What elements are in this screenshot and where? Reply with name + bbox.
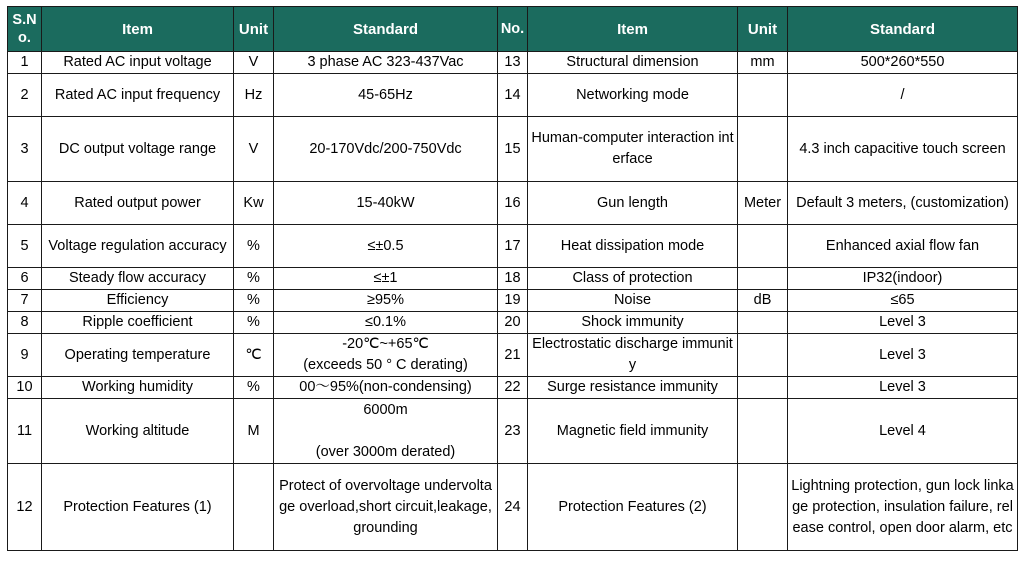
row-unit: ℃ <box>234 334 274 377</box>
row-unit: % <box>234 312 274 334</box>
row-no-right: 18 <box>498 268 528 290</box>
row-item-right: Surge resistance immunity <box>528 377 738 399</box>
row-unit-right <box>738 74 788 117</box>
table-row <box>8 52 1018 74</box>
header-unit: Unit <box>234 7 274 52</box>
row-no: 8 <box>8 312 42 334</box>
row-no-right: 14 <box>498 74 528 117</box>
row-no: 2 <box>8 74 42 117</box>
row-standard-right: 4.3 inch capacitive touch screen <box>788 117 1018 182</box>
row-standard: 15-40kW <box>274 182 498 225</box>
row-unit-right: Meter <box>738 182 788 225</box>
table-row <box>8 399 1018 464</box>
row-unit-right <box>738 268 788 290</box>
row-no: 3 <box>8 117 42 182</box>
row-standard-right: Default 3 meters, (customization) <box>788 182 1018 225</box>
row-item-right: Heat dissipation mode <box>528 225 738 268</box>
row-unit <box>234 464 274 551</box>
table-row <box>8 74 1018 117</box>
row-unit: V <box>234 117 274 182</box>
standard-line-1: 6000m <box>363 401 408 418</box>
row-no-right: 16 <box>498 182 528 225</box>
header-standard-right: Standard <box>788 7 1018 52</box>
row-standard-right: Enhanced axial flow fan <box>788 225 1018 268</box>
table-row <box>8 464 1018 551</box>
row-unit-right <box>738 225 788 268</box>
row-no: 4 <box>8 182 42 225</box>
header-standard: Standard <box>274 7 498 52</box>
row-no: 7 <box>8 290 42 312</box>
row-item-right: Shock immunity <box>528 312 738 334</box>
row-no: 6 <box>8 268 42 290</box>
row-no: 12 <box>8 464 42 551</box>
table-row <box>8 290 1018 312</box>
header-item-right: Item <box>528 7 738 52</box>
row-unit-right: mm <box>738 52 788 74</box>
row-unit: M <box>234 399 274 464</box>
header-unit-right: Unit <box>738 7 788 52</box>
row-no: 10 <box>8 377 42 399</box>
row-no: 9 <box>8 334 42 377</box>
row-item: Operating temperature <box>42 334 234 377</box>
row-unit: % <box>234 377 274 399</box>
header-sno: S.No. <box>8 7 42 52</box>
row-standard: Protect of overvoltage undervoltage overload,short circuit,leakage, grounding <box>274 464 498 551</box>
row-standard-right: Level 3 <box>788 312 1018 334</box>
row-unit-right <box>738 377 788 399</box>
row-standard-right: IP32(indoor) <box>788 268 1018 290</box>
row-item-right: Electrostatic discharge immunity <box>528 334 738 377</box>
row-no-right: 17 <box>498 225 528 268</box>
row-item: Working altitude <box>42 399 234 464</box>
row-item: Steady flow accuracy <box>42 268 234 290</box>
row-unit-right <box>738 399 788 464</box>
row-unit: Hz <box>234 74 274 117</box>
row-item: Rated AC input frequency <box>42 74 234 117</box>
table-row <box>8 312 1018 334</box>
row-item: Voltage regulation accuracy <box>42 225 234 268</box>
table-row <box>8 334 1018 377</box>
table-row <box>8 377 1018 399</box>
row-item: Rated output power <box>42 182 234 225</box>
row-standard: 45-65Hz <box>274 74 498 117</box>
row-item: Rated AC input voltage <box>42 52 234 74</box>
row-standard: 00～95%(non-condensing) <box>274 377 498 399</box>
standard-line-1: -20℃~+65℃ <box>342 336 429 352</box>
row-unit-right <box>738 312 788 334</box>
row-standard: ≤±0.5 <box>274 225 498 268</box>
row-standard <box>274 334 498 377</box>
row-unit: % <box>234 268 274 290</box>
row-item: Working humidity <box>42 377 234 399</box>
row-standard: ≤±1 <box>274 268 498 290</box>
row-item: Efficiency <box>42 290 234 312</box>
row-standard: ≤0.1% <box>274 312 498 334</box>
row-standard-right: Level 3 <box>788 377 1018 399</box>
row-unit: V <box>234 52 274 74</box>
row-item-right: Magnetic field immunity <box>528 399 738 464</box>
row-unit-right: dB <box>738 290 788 312</box>
row-no-right: 20 <box>498 312 528 334</box>
header-item: Item <box>42 7 234 52</box>
spec-table <box>7 6 1018 551</box>
row-standard-right: 500*260*550 <box>788 52 1018 74</box>
row-no-right: 24 <box>498 464 528 551</box>
row-unit-right <box>738 334 788 377</box>
row-standard-right: Level 3 <box>788 334 1018 377</box>
row-standard-right: ≤65 <box>788 290 1018 312</box>
row-standard: 20-170Vdc/200-750Vdc <box>274 117 498 182</box>
row-item: Protection Features (1) <box>42 464 234 551</box>
standard-line-2: (exceeds 50 ° C derating) <box>303 357 468 373</box>
row-standard: 3 phase AC 323-437Vac <box>274 52 498 74</box>
row-no-right: 13 <box>498 52 528 74</box>
row-unit: % <box>234 290 274 312</box>
row-standard-right: Level 4 <box>788 399 1018 464</box>
row-no-right: 19 <box>498 290 528 312</box>
header-row <box>8 7 1018 52</box>
row-standard-right: / <box>788 74 1018 117</box>
row-no: 1 <box>8 52 42 74</box>
row-unit: Kw <box>234 182 274 225</box>
row-unit-right <box>738 117 788 182</box>
row-unit-right <box>738 464 788 551</box>
row-item-right: Protection Features (2) <box>528 464 738 551</box>
row-no-right: 23 <box>498 399 528 464</box>
row-item-right: Gun length <box>528 182 738 225</box>
table-row <box>8 225 1018 268</box>
row-standard-right: Lightning protection, gun lock linkage protection, insulation failure, release control, open door alarm, etc <box>788 464 1018 551</box>
row-no-right: 21 <box>498 334 528 377</box>
row-unit: % <box>234 225 274 268</box>
row-item-right: Human-computer interaction interface <box>528 117 738 182</box>
row-item: Ripple coefficient <box>42 312 234 334</box>
table-row <box>8 182 1018 225</box>
standard-line-2: (over 3000m derated) <box>315 443 456 460</box>
row-item-right: Class of protection <box>528 268 738 290</box>
row-item-right: Noise <box>528 290 738 312</box>
row-standard: ≥95% <box>274 290 498 312</box>
row-no: 5 <box>8 225 42 268</box>
row-item: DC output voltage range <box>42 117 234 182</box>
row-standard <box>274 399 498 464</box>
row-no: 11 <box>8 399 42 464</box>
row-no-right: 15 <box>498 117 528 182</box>
table-row <box>8 117 1018 182</box>
row-no-right: 22 <box>498 377 528 399</box>
row-item-right: Structural dimension <box>528 52 738 74</box>
header-no: No. <box>498 7 528 52</box>
table-row <box>8 268 1018 290</box>
row-item-right: Networking mode <box>528 74 738 117</box>
